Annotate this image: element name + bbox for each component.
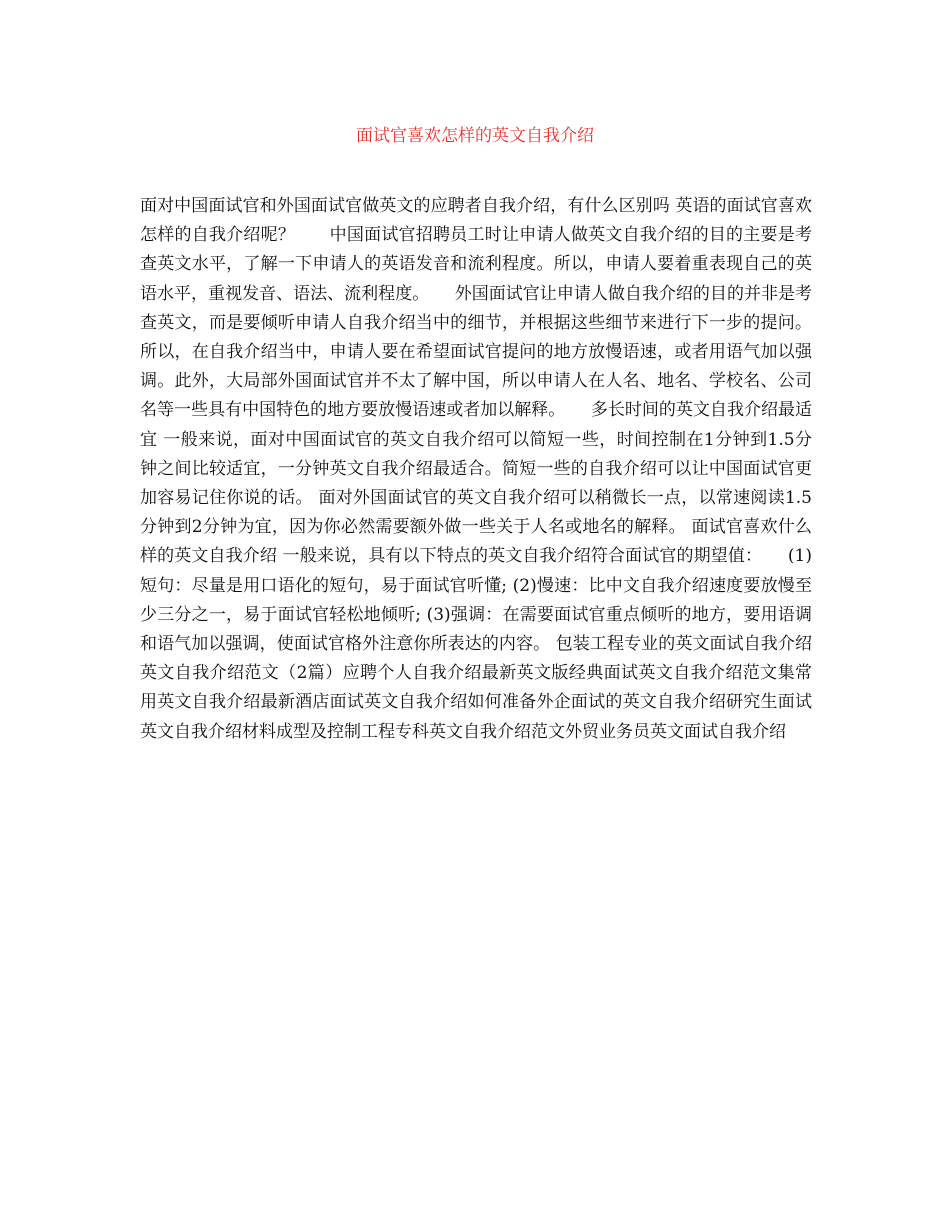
document-title: 面试官喜欢怎样的英文自我介绍 bbox=[356, 126, 594, 146]
document-body: 面对中国面试官和外国面试官做英文的应聘者自我介绍，有什么区别吗 英语的面试官喜欢怎样的自我介绍呢？ 中国面试官招聘员工时让申请人做英文自我介绍的目的主要是考查英文水平，了解一下申请人的英语发音和流利程度。所以，申请人要着重表现自己的英语水平，重视发音、语法、流利程度。 外国面试官让申请人做自我介绍的目的并非是考查英文，而是要倾听申请人自我介绍当中的细节，并根据这些细节来进行下一步的提问。所以，在自我介绍当中，申请人要在希望面试官提问的地方放慢语速，或者用语气加以强调。此外，大局部外国面试官并不太了解中国，所以申请人在人名、地名、学校名、公司名等一些具有中国特色的地方要放慢语速或者加以解释。 多长时间的英文自我介绍最适宜 一般来说，面对中国面试官的英文自我介绍可以简短一些，时间控制在1分钟到1.5分钟之间比较适宜，一分钟英文自我介绍最适合。简短一些的自我介绍可以让中国面试官更加容易记住你说的话。 面对外国面试官的英文自我介绍可以稍微长一点，以常速阅读1.5分钟到2分钟为宜，因为你必然需要额外做一些关于人名或地名的解释。 面试官喜欢什么样的英文自我介绍 一般来说，具有以下特点的英文自我介绍符合面试官的期望值： (1)短句：尽量是用口语化的短句，易于面试官听懂; (2)慢速：比中文自我介绍速度要放慢至少三分之一，易于面试官轻松地倾听; (3)强调：在需要面试官重点倾听的地方，要用语调和语气加以强调，使面试官格外注意你所表达的内容。 包装工程专业的英文面试自我介绍英文自我介绍范文（2篇）应聘个人自我介绍最新英文版经典面试英文自我介绍范文集常用英文自我介绍最新酒店面试英文自我介绍如何准备外企面试的英文自我介绍研究生面试英文自我介绍材料成型及控制工程专科英文自我介绍范文外贸业务员英文面试自我介绍 bbox=[140, 196, 812, 742]
